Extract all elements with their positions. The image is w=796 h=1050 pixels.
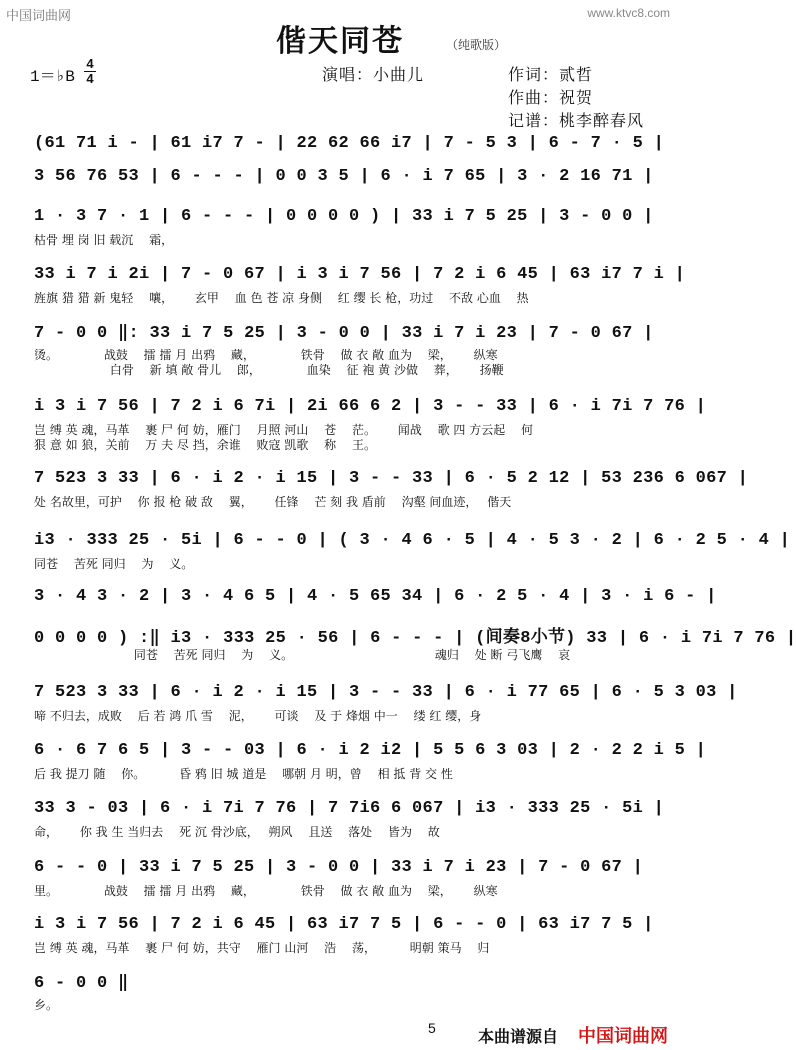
notation-line: 7 523 3 33 | 6 · i 2 · i 15 | 3 - - 33 | 6 · i 77 65 | 6 · 5 3 03 | [34, 683, 738, 702]
composer-credit: 作曲：祝贺 [508, 88, 594, 107]
lyric-line: 处 名故里，可护 你 报 枪 破 敌 翼， 任锋 芒 刻 我 盾前 沟壑 间血迹， 偕天 [34, 495, 512, 509]
lyricist-credit: 作词：贰哲 [508, 65, 594, 84]
notation-line: 3 56 76 53 | 6 - - - | 0 0 3 5 | 6 · i 7 65 | 3 · 2 16 71 | [34, 167, 654, 186]
notation-line: 0 0 0 0 ) :‖ i3 · 333 25 · 56 | 6 - - - | (间奏8小节) 33 | 6 · i 7i 7 76 | [34, 629, 796, 648]
song-title: 偕天同苍 [276, 24, 404, 59]
lyric-line: 同苍 苦死 同归 为 义。 [34, 557, 194, 571]
song-subtitle: （纯歌版） [446, 38, 507, 52]
notation-line: 6 - 0 0 ‖ [34, 974, 129, 993]
lyric-line: 白骨 新 填 敞 骨儿 郎， 血染 征 袍 黄 沙做 葬， 扬鞭 [34, 363, 504, 377]
notation-line: 33 i 7 i 2i | 7 - 0 67 | i 3 i 7 56 | 7 2 i 6 45 | 63 i7 7 i | [34, 265, 686, 284]
time-signature [84, 58, 96, 85]
notation-line: i 3 i 7 56 | 7 2 i 6 45 | 63 i7 7 5 | 6 - - 0 | 63 i7 7 5 | [34, 915, 654, 934]
watermark-top-right: www.ktvc8.com [587, 6, 670, 20]
lyric-line: 岂 缚 英 魂，马革 裹 尸 何 妨，共守 雁门 山河 浩 荡， 明朝 策马 归 [34, 941, 490, 955]
source-site: 中国词曲网 [578, 1026, 668, 1047]
notation-line: 3 · 4 3 · 2 | 3 · 4 6 5 | 4 · 5 65 34 | 6 · 2 5 · 4 | 3 · i 6 - | [34, 587, 717, 606]
lyric-line: 后 我 提刀 随 你。 昏 鸦 旧 城 道是 哪朝 月 明，曾 相 抵 背 交 性 [34, 767, 453, 781]
lyric-line: 乡。 [34, 998, 59, 1012]
notation-line: i3 · 333 25 · 5i | 6 - - 0 | ( 3 · 4 6 · 5 | 4 · 5 3 · 2 | 6 · 2 5 · 4 | [34, 531, 791, 550]
watermark-top-left: 中国词曲网 [6, 9, 72, 24]
singer-credit: 演唱：小曲儿 [322, 65, 425, 84]
notation-line: 7 523 3 33 | 6 · i 2 · i 15 | 3 - - 33 | 6 · 5 2 12 | 53 236 6 067 | [34, 469, 749, 488]
lyric-line: 狠 意 如 狼，关前 万 夫 尽 挡，余谁 败寇 凯歌 称 王。 [34, 438, 376, 452]
lyric-line: 同苍 苦死 同归 为 义。 魂归 处 断 弓飞鹰 哀 [34, 648, 571, 662]
lyric-line: 岂 缚 英 魂，马革 裹 尸 何 妨，雁门 月照 河山 苍 茫。 闻战 歌 四 方云起 何 [34, 423, 534, 437]
notation-line: 6 · 6 7 6 5 | 3 - - 03 | 6 · i 2 i2 | 5 5 6 3 03 | 2 · 2 2 i 5 | [34, 741, 707, 760]
notation-line: 1 · 3 7 · 1 | 6 - - - | 0 0 0 0 ) | 33 i 7 5 25 | 3 - 0 0 | [34, 207, 654, 226]
key-signature: 1＝♭B [30, 68, 75, 86]
lyric-line: 啼 不归去，成败 后 若 鸿 爪 雪 泥， 可谈 及 于 烽烟 中一 缕 红 缨，身 [34, 709, 482, 723]
lyric-line: 烫。 战鼓 擂 擂 月 出鸦 藏， 铁骨 做 衣 敞 血为 梁， 纵寒 [34, 348, 498, 362]
lyric-line: 枯骨 埋 岗 旧 载沉 霜， [34, 233, 174, 247]
time-signature-bottom: 4 [86, 71, 94, 86]
time-signature-top: 4 [86, 56, 94, 71]
lyric-line: 命， 你 我 生 当归去 死 沉 骨沙底， 朔风 且送 落处 皆为 故 [34, 825, 440, 839]
transcriber-credit: 记谱：桃李醉春风 [508, 111, 645, 130]
notation-line: (61 71 i - | 61 i7 7 - | 22 62 66 i7 | 7 - 5 3 | 6 - 7 · 5 | [34, 134, 665, 153]
notation-line: 6 - - 0 | 33 i 7 5 25 | 3 - 0 0 | 33 i 7 i 23 | 7 - 0 67 | [34, 858, 644, 877]
notation-line: 7 - 0 0 ‖: 33 i 7 5 25 | 3 - 0 0 | 33 i 7 i 23 | 7 - 0 67 | [34, 324, 654, 343]
page-number: 5 [428, 1020, 436, 1036]
lyric-line: 旌旗 猎 猎 新 鬼轻 嚷， 玄甲 血 色 苍 凉 身侧 红 缨 长 枪，功过 不敌 心血 热 [34, 291, 529, 305]
source-label: 本曲谱源自 [478, 1027, 559, 1046]
notation-line: 33 3 - 03 | 6 · i 7i 7 76 | 7 7i6 6 067 | i3 · 333 25 · 5i | [34, 799, 665, 818]
notation-line: i 3 i 7 56 | 7 2 i 6 7i | 2i 66 6 2 | 3 - - 33 | 6 · i 7i 7 76 | [34, 397, 707, 416]
lyric-line: 里。 战鼓 擂 擂 月 出鸦 藏， 铁骨 做 衣 敞 血为 梁， 纵寒 [34, 884, 498, 898]
